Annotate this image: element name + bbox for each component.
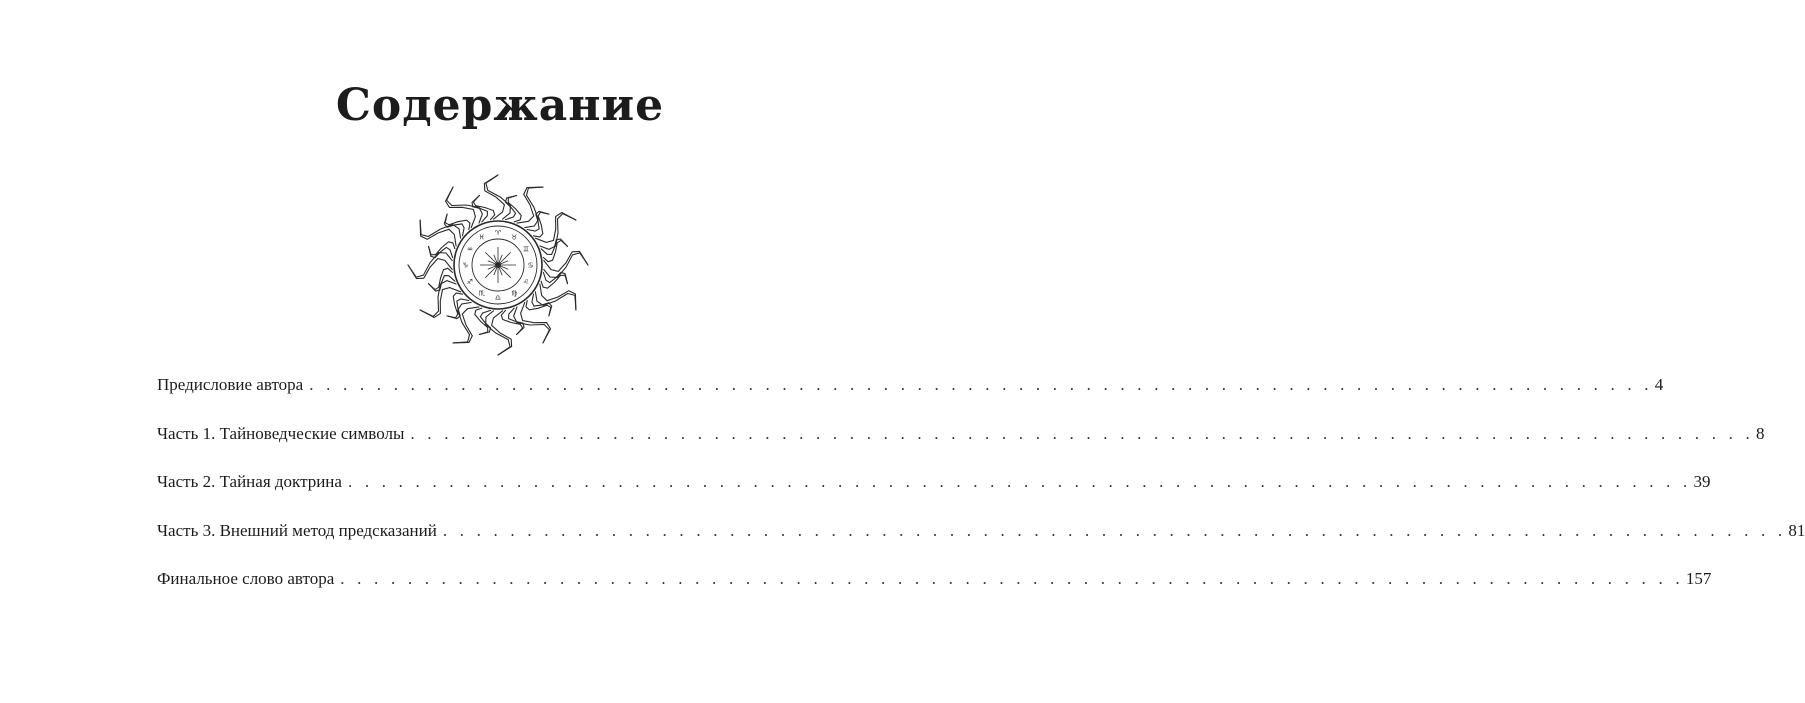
svg-text:♊: ♊ [522, 245, 530, 254]
svg-text:♋: ♋ [527, 261, 534, 270]
svg-text:♌: ♌ [522, 277, 530, 286]
svg-text:♏: ♏ [478, 289, 485, 298]
toc-entry-title: Часть 1. Тайноведческие символы [157, 423, 405, 443]
svg-text:♓: ♓ [478, 233, 485, 242]
toc-entry-page: 4 [1654, 375, 1664, 394]
dot-leader: . . . . . . . . . . . . . . . . . . . . . . . . . . . . . . . . . . . . . . . . . . . . . . . . . . . . . . . . . . . . . . . . . . . . . . . . . . . . . . . . [442, 520, 1787, 540]
svg-text:♎: ♎ [494, 294, 502, 302]
toc-entry-title: Финальное слово автора [157, 569, 335, 588]
toc-entry-page: 39 [1693, 472, 1711, 491]
svg-text:♐: ♐ [466, 277, 474, 286]
toc-entry[interactable] [157, 519, 1805, 568]
toc-entry-title: Предисловие автора [157, 375, 304, 394]
toc-entry[interactable] [157, 470, 1711, 519]
svg-text:♍: ♍ [511, 289, 518, 298]
toc-list [157, 373, 1805, 616]
toc-entry-title: Часть 3. Внешний метод предсказаний [157, 520, 437, 540]
svg-text:♈: ♈ [494, 229, 502, 237]
dot-leader: . . . . . . . . . . . . . . . . . . . . . . . . . . . . . . . . . . . . . . . . . . . . . . . . . . . . . . . . . . . . . . . . . . . . . . . . . . . . . . . . [410, 423, 1754, 443]
svg-text:♑: ♑ [462, 261, 469, 270]
page-title: Содержание [335, 80, 665, 131]
dot-leader: . . . . . . . . . . . . . . . . . . . . . . . . . . . . . . . . . . . . . . . . . . . . . . . . . . . . . . . . . . . . . . . . . . . . . . . . . . . . . . . . [347, 472, 1692, 491]
toc-entry-page: 157 [1685, 569, 1712, 588]
toc-entry-page: 81 [1788, 520, 1805, 540]
toc-entry[interactable] [157, 422, 1765, 471]
toc-entry-title: Часть 2. Тайная доктрина [157, 472, 342, 491]
svg-text:♒: ♒ [466, 245, 474, 254]
toc-entry-page: 8 [1755, 423, 1765, 443]
svg-text:♉: ♉ [511, 233, 518, 242]
toc-entry[interactable] [157, 373, 1664, 422]
toc-entry[interactable] [157, 567, 1712, 616]
sun-zodiac-icon [398, 170, 598, 360]
dot-leader: . . . . . . . . . . . . . . . . . . . . . . . . . . . . . . . . . . . . . . . . . . . . . . . . . . . . . . . . . . . . . . . . . . . . . . . . . . . . . . . . [340, 569, 1684, 588]
dot-leader: . . . . . . . . . . . . . . . . . . . . . . . . . . . . . . . . . . . . . . . . . . . . . . . . . . . . . . . . . . . . . . . . . . . . . . . . . . . . . . . . [309, 375, 1653, 394]
